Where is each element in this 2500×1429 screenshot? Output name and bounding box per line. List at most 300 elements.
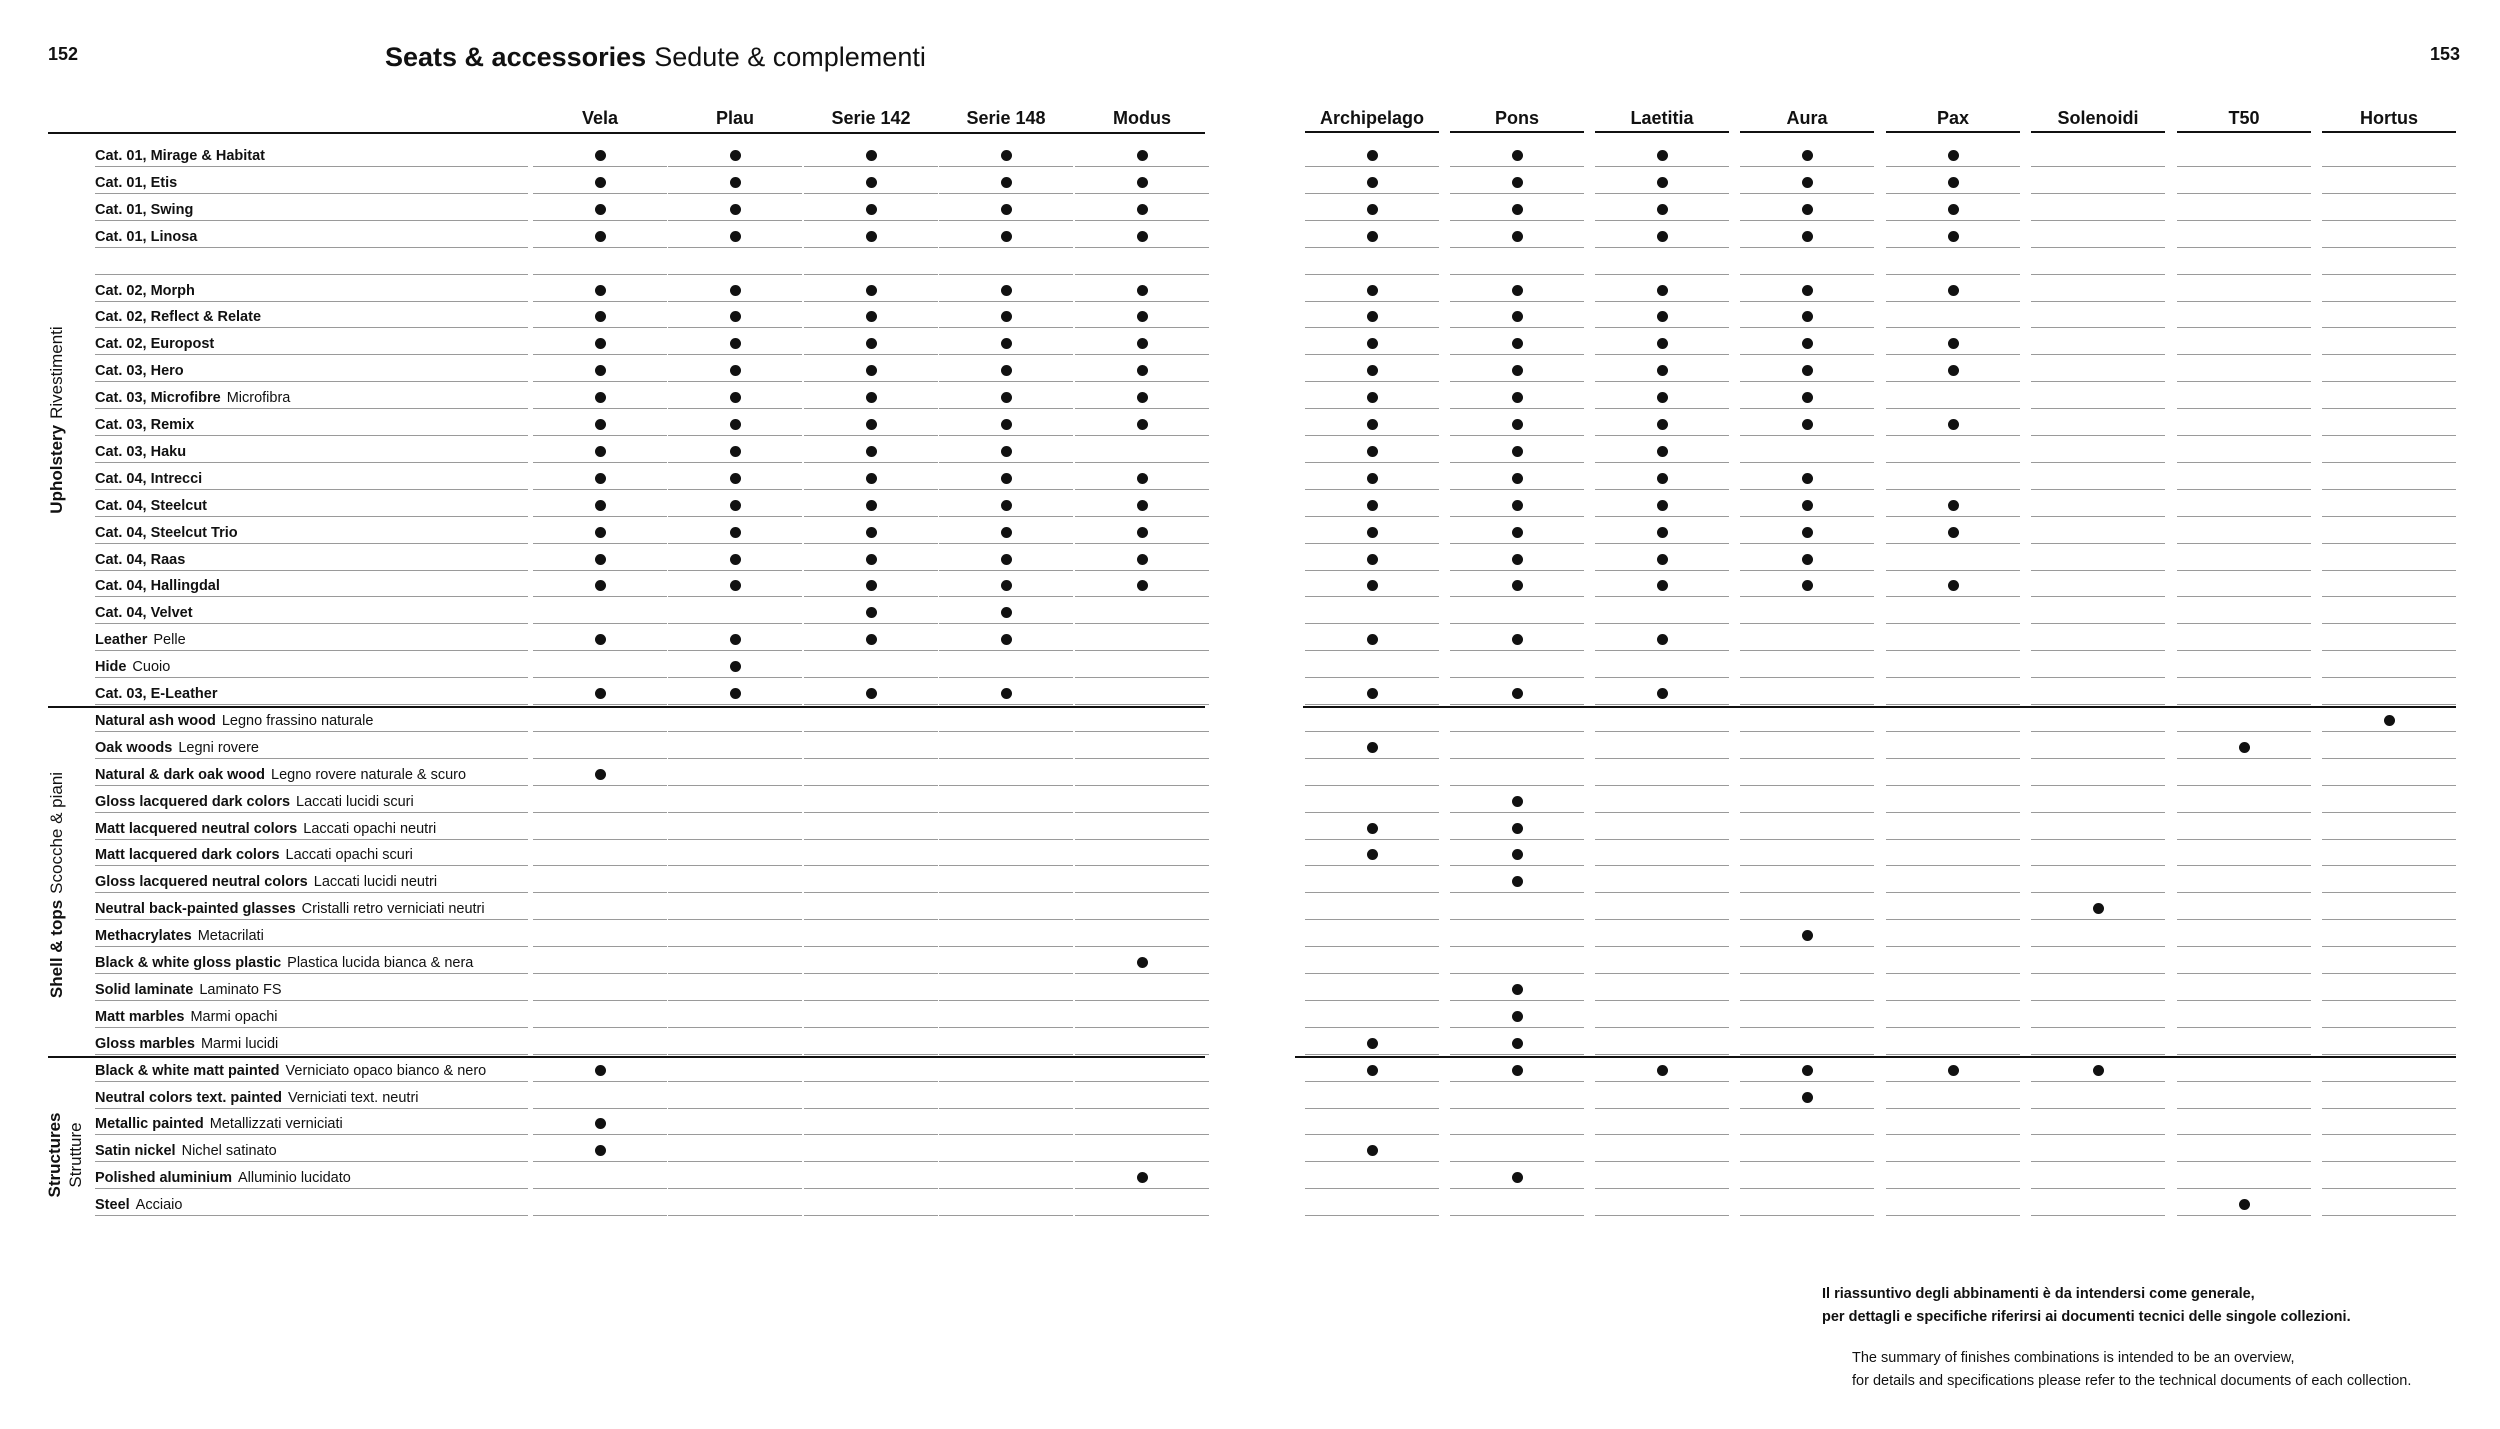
availability-dot [1512, 446, 1523, 457]
table-row [0, 436, 2500, 463]
table-row [0, 1162, 2500, 1189]
availability-dot [1948, 204, 1959, 215]
table-row [0, 517, 2500, 544]
availability-dot [1657, 204, 1668, 215]
availability-dot [1367, 150, 1378, 161]
row-label-english: Cat. 02, Reflect & Relate [95, 309, 262, 326]
cell-rule [2177, 1215, 2311, 1216]
availability-dot [1512, 1038, 1523, 1049]
page-number-right: 153 [2430, 44, 2461, 64]
availability-dot [1367, 1145, 1378, 1156]
row-label [95, 1036, 278, 1052]
row-label-english: Matt lacquered neutral colors [95, 820, 298, 837]
row-label [95, 740, 259, 756]
availability-dot [595, 527, 606, 538]
row-label [95, 390, 290, 406]
row-label-italian: Laccati opachi neutri [303, 820, 437, 837]
row-label [95, 1009, 277, 1025]
row-label [95, 1170, 351, 1186]
row-label [95, 309, 261, 325]
column-header: Laetitia [1630, 108, 1694, 128]
availability-dot [1512, 150, 1523, 161]
availability-dot [595, 419, 606, 430]
availability-dot [730, 688, 741, 699]
availability-dot [1802, 204, 1813, 215]
availability-dot [2239, 1199, 2250, 1210]
availability-dot [1802, 1092, 1813, 1103]
column-header: Aura [1786, 108, 1828, 128]
row-label [95, 632, 186, 648]
column-header: Modus [1113, 108, 1171, 128]
row-label [95, 686, 218, 702]
availability-dot [595, 500, 606, 511]
row-label-italian: Alluminio lucidato [237, 1170, 351, 1187]
availability-dot [1001, 392, 1012, 403]
availability-dot [1512, 1172, 1523, 1183]
availability-dot [1802, 580, 1813, 591]
note-italian [1822, 1283, 2351, 1329]
row-label-english: Satin nickel [95, 1143, 176, 1160]
row-label-italian: Laccati lucidi neutri [313, 874, 438, 891]
availability-dot [595, 554, 606, 565]
table-row [0, 1108, 2500, 1135]
availability-dot [730, 150, 741, 161]
cell-rule [2031, 1215, 2165, 1216]
availability-dot [1657, 1065, 1668, 1076]
availability-dot [1948, 500, 1959, 511]
availability-dot [1137, 957, 1148, 968]
section-separator-left [48, 1056, 1205, 1058]
availability-dot [1001, 231, 1012, 242]
availability-dot [730, 392, 741, 403]
row-label [95, 552, 185, 568]
availability-dot [1367, 365, 1378, 376]
row-label-english: Cat. 04, Steelcut Trio [95, 524, 238, 541]
availability-dot [1512, 688, 1523, 699]
availability-dot [1657, 311, 1668, 322]
row-label-english: Cat. 03, Hero [95, 363, 184, 380]
availability-dot [1512, 311, 1523, 322]
availability-dot [1137, 177, 1148, 188]
table-row [0, 1028, 2500, 1055]
availability-dot [866, 446, 877, 457]
availability-dot [730, 580, 741, 591]
availability-dot [1367, 688, 1378, 699]
section-name-italian: Strutture [66, 1122, 85, 1188]
availability-dot [595, 1065, 606, 1076]
section-label-structures [44, 1112, 86, 1197]
availability-dot [866, 607, 877, 618]
availability-dot [1657, 150, 1668, 161]
availability-dot [1512, 231, 1523, 242]
column-header: Pons [1494, 108, 1539, 128]
table-row [0, 1189, 2500, 1216]
row-label [95, 363, 184, 379]
availability-dot [1001, 580, 1012, 591]
row-label [95, 901, 485, 917]
availability-dot [730, 473, 741, 484]
availability-dot [1512, 204, 1523, 215]
row-label-english: Natural & dark oak wood [95, 766, 266, 783]
row-label-italian: Laccati lucidi scuri [296, 793, 414, 810]
table-row [0, 140, 2500, 167]
table-row [0, 947, 2500, 974]
table-row [0, 597, 2500, 624]
table-row [0, 570, 2500, 597]
availability-dot [1802, 311, 1813, 322]
availability-dot [730, 285, 741, 296]
availability-dot [1948, 527, 1959, 538]
row-label-english: Solid laminate [95, 981, 194, 998]
availability-dot [1512, 823, 1523, 834]
row-label-english: Cat. 04, Steelcut [95, 497, 208, 514]
availability-dot [866, 177, 877, 188]
availability-dot [730, 554, 741, 565]
row-label [95, 336, 214, 352]
column-header-rule [1305, 131, 1439, 133]
table-row [0, 839, 2500, 866]
availability-dot [730, 419, 741, 430]
availability-dot [866, 688, 877, 699]
table-row [0, 974, 2500, 1001]
availability-dot [595, 231, 606, 242]
cell-rule [939, 1215, 1073, 1216]
table-row [0, 221, 2500, 248]
table-row [0, 920, 2500, 947]
column-header-rule [2031, 131, 2165, 133]
availability-dot [1657, 527, 1668, 538]
availability-dot [1137, 473, 1148, 484]
row-label-english: Cat. 03, Remix [95, 417, 195, 433]
row-label-english: Steel [95, 1197, 130, 1214]
row-label-italian: Metacrilati [197, 928, 264, 945]
availability-dot [1802, 527, 1813, 538]
row-label-english: Cat. 04, Velvet [95, 605, 193, 622]
availability-dot [1137, 285, 1148, 296]
row-label-italian: Acciaio [135, 1197, 183, 1214]
row-label-english: Cat. 01, Etis [95, 174, 178, 191]
availability-dot [1512, 392, 1523, 403]
availability-dot [595, 769, 606, 780]
column-header-rule [2322, 131, 2456, 133]
availability-dot [1657, 446, 1668, 457]
availability-dot [866, 311, 877, 322]
availability-dot [1137, 527, 1148, 538]
column-header-rule [2177, 131, 2311, 133]
note-english [1852, 1347, 2411, 1393]
cell-rule [1075, 1215, 1209, 1216]
availability-dot [1657, 231, 1668, 242]
row-label [95, 955, 473, 971]
row-label [95, 1143, 277, 1159]
cell-rule [668, 1215, 802, 1216]
availability-dot [1948, 338, 1959, 349]
availability-dot [1657, 473, 1668, 484]
availability-dot [730, 661, 741, 672]
row-label [95, 767, 466, 783]
availability-dot [1657, 177, 1668, 188]
availability-dot [1802, 554, 1813, 565]
availability-dot [1802, 365, 1813, 376]
table-row [0, 275, 2500, 302]
row-label-italian: Verniciato opaco bianco & nero [285, 1062, 487, 1079]
section-separator-right [1303, 706, 2456, 708]
row-label-english: Gloss lacquered neutral colors [95, 874, 308, 891]
availability-dot [1001, 338, 1012, 349]
column-header: Serie 148 [966, 108, 1046, 128]
row-label-italian: Cuoio [132, 659, 171, 676]
availability-dot [1512, 365, 1523, 376]
availability-dot [595, 473, 606, 484]
table-row-spacer [0, 248, 2500, 275]
column-header-rule [1740, 131, 1874, 133]
row-label [95, 847, 413, 863]
availability-dot [1367, 527, 1378, 538]
availability-dot [595, 634, 606, 645]
row-label-italian: Plastica lucida bianca & nera [287, 955, 474, 971]
row-label-english: Neutral back-painted glasses [95, 901, 296, 918]
availability-dot [1948, 419, 1959, 430]
table-row [0, 1135, 2500, 1162]
cell-rule [1886, 1215, 2020, 1216]
row-label [95, 928, 264, 944]
availability-dot [1367, 742, 1378, 753]
cell-rule [1595, 1215, 1729, 1216]
availability-dot [2384, 715, 2395, 726]
availability-dot [595, 580, 606, 591]
availability-dot [730, 311, 741, 322]
availability-dot [1367, 177, 1378, 188]
availability-dot [730, 527, 741, 538]
row-label-italian: Marmi lucidi [200, 1035, 279, 1052]
availability-dot [595, 177, 606, 188]
availability-dot [1512, 1011, 1523, 1022]
availability-dot [1657, 365, 1668, 376]
availability-dot [866, 634, 877, 645]
column-header: Solenoidi [2057, 108, 2139, 128]
availability-dot [595, 311, 606, 322]
row-label-english: Metallic painted [95, 1116, 204, 1133]
availability-dot [1802, 500, 1813, 511]
availability-dot [1512, 876, 1523, 887]
availability-dot [1137, 1172, 1148, 1183]
cell-rule [1450, 1215, 1584, 1216]
availability-dot [1137, 365, 1148, 376]
availability-dot [866, 285, 877, 296]
availability-dot [1512, 796, 1523, 807]
availability-dot [866, 554, 877, 565]
row-label [95, 982, 282, 998]
row-label [95, 202, 193, 218]
column-header: Serie 142 [831, 108, 911, 128]
table-row [0, 813, 2500, 840]
availability-dot [1512, 849, 1523, 860]
row-label [95, 229, 197, 245]
availability-dot [1001, 150, 1012, 161]
availability-dot [1802, 930, 1813, 941]
table-row [0, 1055, 2500, 1082]
availability-dot [2093, 1065, 2104, 1076]
availability-dot [866, 500, 877, 511]
availability-dot [1001, 607, 1012, 618]
table-row [0, 194, 2500, 221]
section-label-shell-tops [47, 772, 67, 998]
availability-dot [1001, 285, 1012, 296]
row-label-english: Cat. 01, Mirage & Habitat [95, 148, 266, 164]
availability-dot [1802, 473, 1813, 484]
availability-dot [1948, 580, 1959, 591]
availability-dot [1512, 634, 1523, 645]
availability-dot [1512, 554, 1523, 565]
row-label [95, 874, 437, 890]
row-label [95, 1063, 486, 1079]
table-row [0, 651, 2500, 678]
row-label-italian: Laminato FS [199, 981, 282, 998]
availability-dot [595, 392, 606, 403]
availability-dot [1657, 285, 1668, 296]
availability-dot [595, 446, 606, 457]
availability-dot [730, 500, 741, 511]
availability-dot [1001, 365, 1012, 376]
row-label [95, 525, 238, 541]
availability-dot [595, 365, 606, 376]
availability-dot [1001, 688, 1012, 699]
availability-dot [1802, 392, 1813, 403]
availability-dot [1512, 419, 1523, 430]
section-name-italian: Rivestimenti [47, 326, 66, 419]
availability-dot [595, 688, 606, 699]
availability-dot [1001, 500, 1012, 511]
row-label-english: Cat. 04, Hallingdal [95, 578, 220, 595]
column-header: Pax [1936, 108, 1970, 128]
table-row [0, 301, 2500, 328]
row-label-italian: Marmi opachi [190, 1008, 278, 1025]
row-label [95, 605, 193, 621]
availability-dot [1137, 500, 1148, 511]
row-label-english: Cat. 03, Haku [95, 443, 187, 460]
availability-dot [1367, 338, 1378, 349]
row-label-english: Cat. 02, Morph [95, 282, 195, 299]
table-row [0, 624, 2500, 651]
availability-dot [1802, 285, 1813, 296]
row-label-italian: Metallizzati verniciati [209, 1116, 343, 1133]
column-header-rule [1886, 131, 2020, 133]
column-header: Plau [715, 108, 754, 128]
availability-dot [1137, 150, 1148, 161]
availability-dot [1802, 231, 1813, 242]
availability-dot [1367, 311, 1378, 322]
availability-dot [1948, 285, 1959, 296]
section-name: Shell & tops [47, 899, 66, 999]
availability-dot [1137, 580, 1148, 591]
row-label-english: Cat. 04, Intrecci [95, 470, 203, 487]
availability-dot [1001, 634, 1012, 645]
availability-dot [1137, 231, 1148, 242]
row-label-english: Cat. 04, Raas [95, 551, 186, 568]
availability-dot [1657, 500, 1668, 511]
availability-dot [1512, 984, 1523, 995]
row-label [95, 417, 194, 433]
availability-dot [1802, 150, 1813, 161]
availability-dot [1802, 419, 1813, 430]
availability-dot [1512, 473, 1523, 484]
column-header: Hortus [2360, 108, 2418, 128]
row-rule [95, 1215, 528, 1216]
availability-dot [730, 446, 741, 457]
column-header: Vela [581, 108, 619, 128]
row-label [95, 283, 195, 299]
availability-dot [1948, 231, 1959, 242]
table-row [0, 409, 2500, 436]
availability-dot [1137, 311, 1148, 322]
availability-dot [1367, 392, 1378, 403]
availability-dot [1001, 419, 1012, 430]
row-label-english: Matt lacquered dark colors [95, 847, 280, 864]
table-row [0, 355, 2500, 382]
row-label-english: Oak woods [95, 739, 173, 756]
availability-dot [730, 177, 741, 188]
row-label-italian: Laccati opachi scuri [285, 847, 413, 864]
availability-dot [1512, 285, 1523, 296]
availability-dot [595, 204, 606, 215]
availability-dot [595, 338, 606, 349]
availability-dot [1367, 473, 1378, 484]
column-header-rule [1450, 131, 1584, 133]
row-label [95, 444, 186, 460]
availability-dot [1137, 204, 1148, 215]
row-label [95, 148, 265, 164]
availability-dot [866, 365, 877, 376]
availability-dot [1948, 365, 1959, 376]
availability-dot [1512, 1065, 1523, 1076]
note-line: The summary of finishes combinations is intended to be an overview, [1852, 1350, 2295, 1366]
availability-dot [1367, 446, 1378, 457]
row-label-italian: Verniciati text. neutri [287, 1089, 419, 1106]
note-line: per dettagli e specifiche riferirsi ai documenti tecnici delle singole collezioni. [1822, 1309, 2351, 1325]
availability-dot [1137, 338, 1148, 349]
title-italian: Sedute & complementi [654, 42, 926, 72]
row-label-english: Cat. 01, Swing [95, 201, 194, 218]
row-label-english: Black & white gloss plastic [95, 955, 282, 971]
cell-rule [804, 1215, 938, 1216]
cell-rule [2322, 1215, 2456, 1216]
row-label-english: Cat. 01, Linosa [95, 228, 198, 245]
row-label-english: Black & white matt painted [95, 1062, 280, 1079]
table-row [0, 1001, 2500, 1028]
availability-dot [1367, 634, 1378, 645]
row-label [95, 498, 207, 514]
row-label-english: Leather [95, 632, 148, 649]
row-label-italian: Cristalli retro verniciati neutri [301, 901, 485, 918]
availability-dot [1657, 580, 1668, 591]
availability-dot [1512, 527, 1523, 538]
header-rule-left [48, 132, 1205, 134]
row-label [95, 794, 414, 810]
availability-dot [1512, 177, 1523, 188]
row-label-english: Natural ash wood [95, 712, 216, 729]
availability-dot [866, 580, 877, 591]
availability-dot [1001, 473, 1012, 484]
column-header: T50 [2228, 108, 2260, 128]
section-separator-right [1295, 1056, 2456, 1058]
table-row [0, 705, 2500, 732]
availability-dot [1137, 392, 1148, 403]
availability-dot [1657, 392, 1668, 403]
availability-dot [1657, 634, 1668, 645]
section-name-italian: Scocche & piani [47, 771, 66, 894]
availability-dot [1367, 231, 1378, 242]
row-label-english: Cat. 02, Europost [95, 336, 215, 353]
